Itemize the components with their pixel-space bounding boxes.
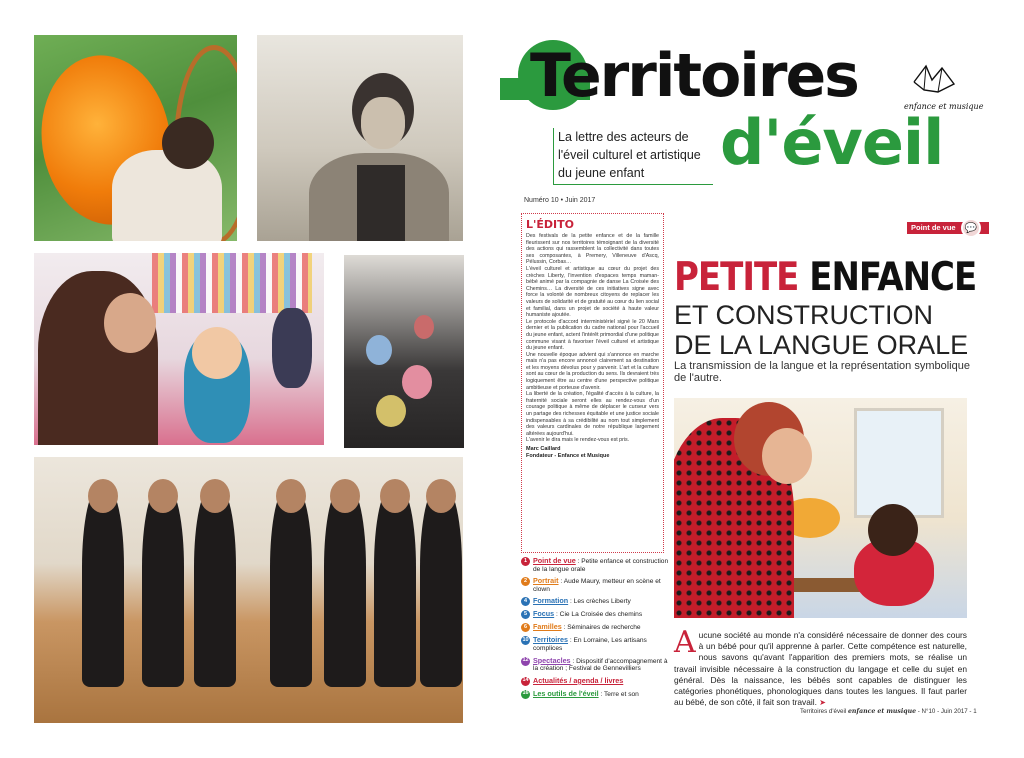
toc-description: : Petite enfance et construction de la langue orale: [533, 558, 669, 573]
toc-page-number: 2: [521, 577, 530, 586]
toc-description: : Les crèches Liberty: [569, 598, 631, 606]
origami-bird-icon: [912, 62, 956, 98]
article-deck: La transmission de la langue et la représentation symbolique de l'autre.: [674, 360, 970, 384]
page-footer: [800, 708, 977, 715]
photo-mother-and-baby-playing: [674, 398, 967, 618]
toc-text: [533, 557, 671, 573]
toc-text: [533, 636, 671, 652]
photo-woman-portrait: [257, 35, 463, 241]
toc-page-number: 14: [521, 677, 530, 686]
edito-signature: [526, 446, 659, 460]
masthead-title: Territoires: [530, 41, 858, 111]
toc-item[interactable]: [521, 610, 671, 619]
footer-issue: - N°10 - Juin 2017 - 1: [917, 708, 977, 715]
toc-item[interactable]: [521, 690, 671, 699]
toc-page-number: 5: [521, 610, 530, 619]
toc-description: : En Lorraine, Les artisans complices: [533, 637, 647, 652]
toc-description: : Aude Maury, metteur en scène et clown: [533, 578, 661, 593]
edito-title: L'ÉDITO: [526, 218, 574, 231]
article-body-text: ucune société au monde n'a considéré nécessaire de donner des cours à un bébé pour qu'il apprenne à parler. Cette compétence est naturelle, nous savons qu'avant l'apparition des premiers mots, se réalise un travail invisible nécessaire à la construction du langage et celle du sujet en général. Dès la naissance, les bébés sont capables de distinguer les catégories phonétiques, phonologiques dans toutes les langues. Il faut parler au bébé, de son côté, il fait son travail.: [674, 630, 967, 708]
headline-black-word: ENFANCE: [809, 254, 977, 301]
toc-item[interactable]: [521, 557, 671, 573]
footer-brand: enfance et musique: [847, 708, 917, 715]
toc-text: [533, 623, 641, 632]
toc-item[interactable]: [521, 597, 671, 606]
article-body: [674, 625, 967, 708]
edito-box: [521, 213, 664, 553]
toc-label: Spectacles: [533, 655, 571, 665]
toc-text: [533, 677, 623, 686]
toc-label: Les outils de l'éveil: [533, 688, 599, 698]
edito-text: Des festivals de la petite enfance et de la famille fleurissent sur nos territoires témoignant de la diversité des actions qui rassemblent la collectivité dans toutes ses composantes, à Premery, Villeneuve d'Ascq, Pélussin, Corbas… L'éveil culturel et artistique au cœur du projet des crèches Liberty, l'invention d'espaces temps maman-bébé animé par la compagnie de danse La Croisée des Chemins… La diversité de ces initiatives signe avec force la volonté de nombreux citoyens de replacer les valeurs de solidarité et de gratuité au cœur du lien social et familial, dans un projet de société à haute valeur humaniste ajoutée. Le protocole d'accord interministériel signé le 20 Mars dernier et la publication du cadre national pour l'accueil du jeune enfant, actent l'intérêt primordial d'une politique commune visant à favoriser l'éveil culturel et artistique du jeune enfant. Une nouvelle époque advient qui s'annonce en marche mais n'a pas encore annoncé clairement sa destination et les moyens dévolus pour y parvenir. L'art et la culture sont au cœur de la production du sens. Ils devraient très logiquement être au centre d'une perspective politique ambitieuse et porteuse d'avenir. La liberté de la création, l'égalité d'accès à la culture, la fraternité sociale seront elles au rendez-vous d'un courage politique à même de déplacer le curseur vers un partage des richesses équitable et une justice sociale indispensables à sa crédibilité au nom tout simplement des valeurs cardinales de notre république largement altérées aujourd'hui. L'avenir le dira mais le rendez-vous est pris.: [526, 233, 659, 444]
footer-title: Territoires d'éveil: [800, 708, 847, 715]
toc-page-number: 4: [521, 597, 530, 606]
toc-label: Actualités / agenda / livres: [533, 675, 624, 685]
toc-page-number: 10: [521, 636, 530, 645]
toc-item[interactable]: [521, 657, 671, 673]
headline-red-word: PETITE: [674, 254, 799, 301]
toc-label: Territoires: [533, 635, 569, 645]
toc-label: Formation: [533, 596, 569, 606]
photo-dance-class: [34, 457, 463, 723]
edito-author: Marc Caillard: [526, 446, 561, 452]
headline-line-3: DE LA LANGUE ORALE: [674, 330, 969, 360]
toc-page-number: 12: [521, 657, 530, 666]
toc-text: [533, 610, 642, 619]
toc-label: Portrait: [533, 576, 559, 586]
toc-label: Focus: [533, 609, 555, 619]
toc-label: Familles: [533, 622, 562, 632]
masthead-tagline: La lettre des acteurs de l'éveil culturel et artistique du jeune enfant: [553, 128, 713, 185]
toc-description: : Dispositif d'accompagnement à la création ; Festival de Gennevilliers: [533, 657, 668, 673]
photo-woman-and-baby: [34, 253, 324, 445]
article-headline-lines: [674, 300, 968, 360]
toc-item[interactable]: [521, 677, 671, 686]
article-headline: [674, 254, 977, 301]
toc-description: : Terre et son: [600, 690, 639, 698]
rubric-badge: [907, 222, 989, 234]
toc-page-number: 1: [521, 557, 530, 566]
photo-children-from-above: [344, 255, 464, 448]
toc-page-number: 6: [521, 623, 530, 632]
toc-item[interactable]: [521, 623, 671, 632]
speech-bubble-icon: 💬: [961, 218, 981, 238]
rubric-label: Point de vue: [911, 223, 956, 232]
edito-author-role: Fondateur - Enfance et Musique: [526, 453, 610, 459]
issue-number: Numéro 10 • Juin 2017: [524, 197, 596, 204]
toc-item[interactable]: [521, 636, 671, 652]
brand-name: enfance et musique: [904, 102, 984, 111]
toc-text: [533, 597, 631, 606]
continue-arrow-icon: ➤: [819, 698, 826, 708]
headline-line-2: ET CONSTRUCTION: [674, 300, 934, 330]
toc-label: Point de vue: [533, 556, 576, 565]
toc-item[interactable]: [521, 577, 671, 593]
toc-text: [533, 577, 671, 593]
toc-description: : Cie La Croisée des chemins: [556, 611, 643, 619]
toc-text: [533, 690, 639, 699]
toc-text: [533, 657, 671, 673]
toc-description: : Séminaires de recherche: [563, 624, 641, 632]
table-of-contents: [521, 557, 671, 703]
photo-child-orange-disc: [34, 35, 237, 241]
article-dropcap: A: [674, 625, 696, 660]
toc-page-number: 16: [521, 690, 530, 699]
masthead-subtitle: d'éveil: [720, 106, 944, 179]
